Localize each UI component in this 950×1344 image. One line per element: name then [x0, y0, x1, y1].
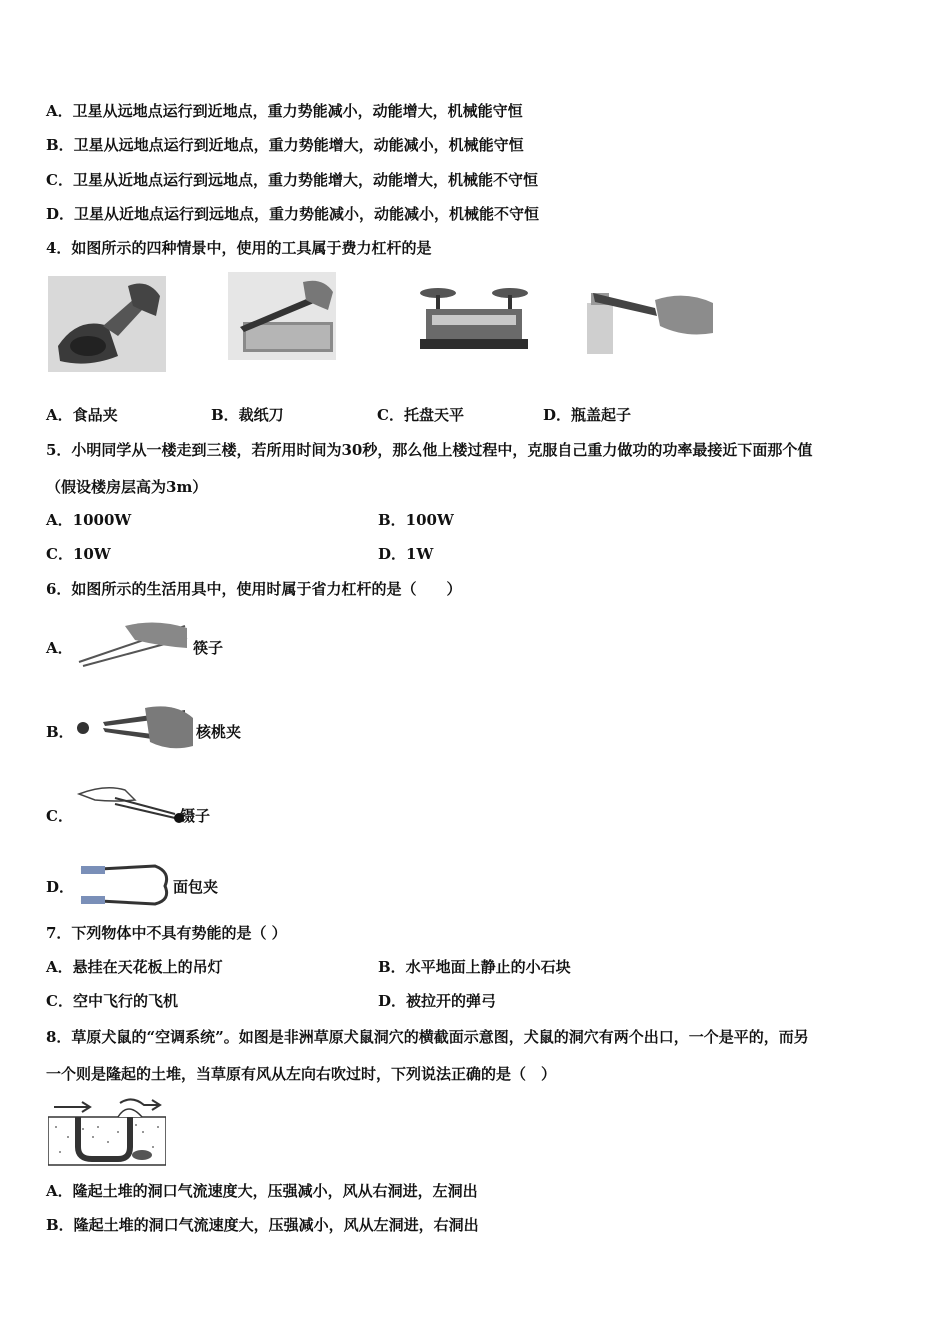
q5-stem-line1: 5．小明同学从一楼走到三楼，若所用时间为30秒，那么他上楼过程中，克服自己重力做功的功率最接近下面那个值: [46, 441, 813, 459]
q7-option-c: C．空中飞行的飞机: [46, 992, 178, 1010]
q5-stem-line2: （假设楼房层高为3m）: [46, 478, 208, 496]
q8-stem-line2: 一个则是隆起的土堆，当草原有风从左向右吹过时，下列说法正确的是（ ）: [46, 1065, 557, 1083]
q6-option-b-letter: B．: [46, 723, 74, 741]
balance-scale-photo: [418, 285, 530, 353]
q6-option-a-label: 筷子: [193, 639, 224, 657]
q5-option-c: C．10W: [46, 545, 111, 563]
q3-option-d: D．卫星从近地点运行到远地点，重力势能减小，动能减小，机械能不守恒: [46, 205, 540, 223]
q6-option-b-label: 核桃夹: [196, 723, 242, 741]
q4-option-a: A．食品夹: [46, 406, 118, 424]
q8-option-b: B．隆起土堆的洞口气流速度大，压强减小，风从左洞进，右洞出: [46, 1216, 479, 1234]
chopsticks-photo: [75, 616, 193, 668]
bottle-opener-photo: [585, 278, 717, 354]
q6-stem: 6．如图所示的生活用具中，使用时属于省力杠杆的是（ ）: [46, 580, 462, 598]
food-tongs-photo: [48, 276, 166, 372]
q6-option-c-letter: C．: [46, 807, 73, 825]
q7-option-b: B．水平地面上静止的小石块: [378, 958, 571, 976]
q5-option-a: A．1000W: [46, 511, 132, 529]
q8-stem-line1: 8．草原犬鼠的“空调系统”。如图是非洲草原犬鼠洞穴的横截面示意图，犬鼠的洞穴有两个出口，一个是平的，而另: [46, 1028, 809, 1046]
q7-stem: 7．下列物体中不具有势能的是（ ）: [46, 924, 287, 942]
nutcracker-photo: [75, 698, 195, 752]
prairie-dog-burrow-diagram: [48, 1097, 166, 1167]
q3-option-a: A．卫星从远地点运行到近地点，重力势能减小，动能增大，机械能守恒: [46, 102, 523, 120]
q7-option-a: A．悬挂在天花板上的吊灯: [46, 958, 223, 976]
q6-option-c-label: 镊子: [180, 807, 211, 825]
paper-cutter-photo: [228, 272, 336, 360]
tweezers-photo: [75, 780, 185, 828]
q4-option-d: D．瓶盖起子: [543, 406, 632, 424]
q7-option-d: D．被拉开的弹弓: [378, 992, 497, 1010]
bread-tongs-photo: [75, 862, 173, 908]
q4-stem: 4．如图所示的四种情景中，使用的工具属于费力杠杆的是: [46, 239, 432, 257]
q6-option-d-label: 面包夹: [173, 878, 219, 896]
q8-option-a: A．隆起土堆的洞口气流速度大，压强减小，风从右洞进，左洞出: [46, 1182, 478, 1200]
q3-option-b: B．卫星从远地点运行到近地点，重力势能增大，动能减小，机械能守恒: [46, 136, 524, 154]
q4-option-c: C．托盘天平: [377, 406, 464, 424]
q4-option-b: B．裁纸刀: [211, 406, 284, 424]
q5-option-d: D．1W: [378, 545, 434, 563]
q5-option-b: B．100W: [378, 511, 454, 529]
q6-option-d-letter: D．: [46, 878, 75, 896]
q6-option-a-letter: A．: [46, 639, 73, 657]
q3-option-c: C．卫星从近地点运行到远地点，重力势能增大，动能增大，机械能不守恒: [46, 171, 538, 189]
